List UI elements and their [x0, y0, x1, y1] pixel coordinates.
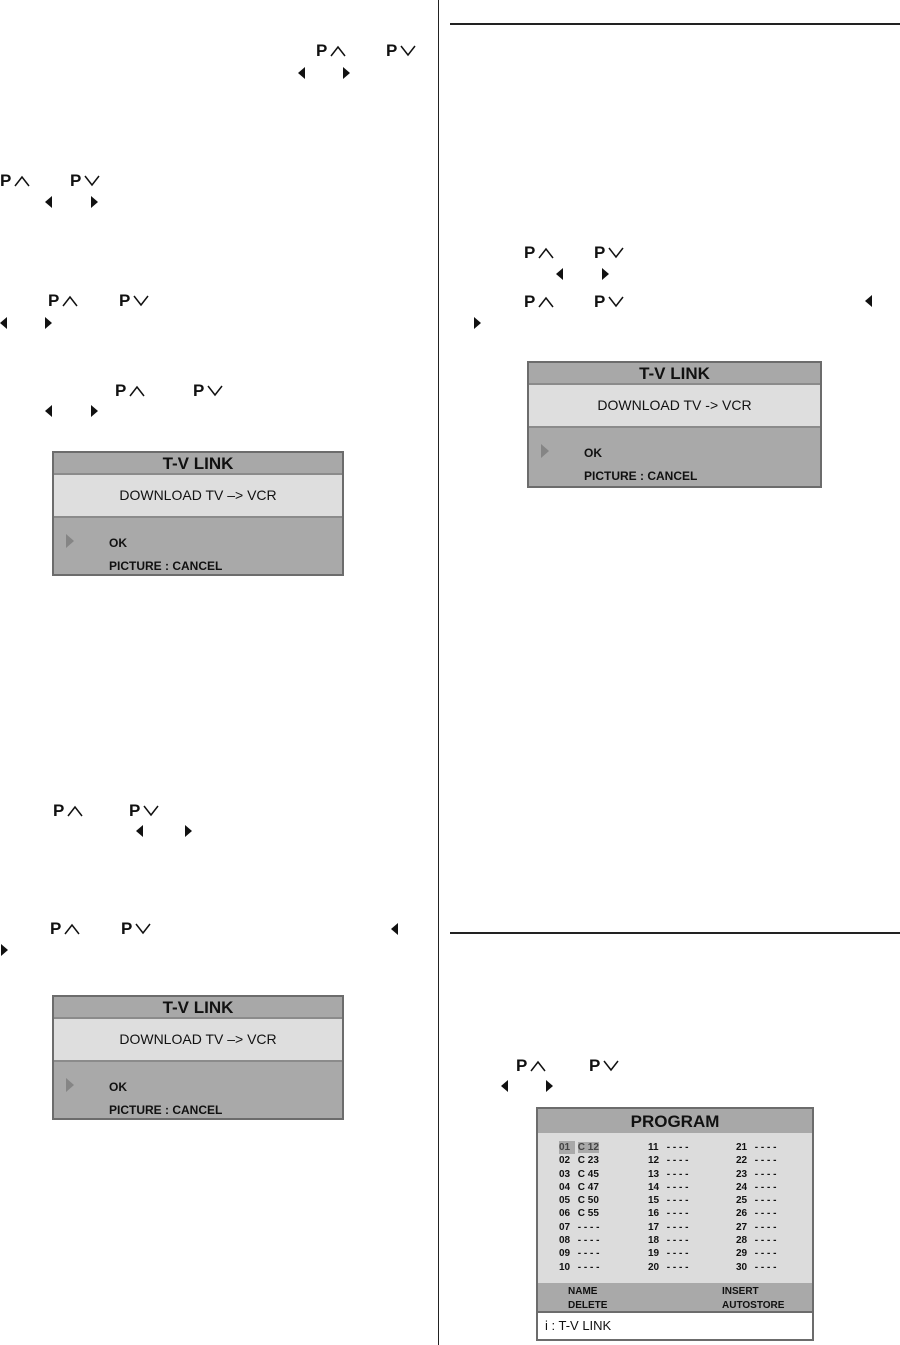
program-number: 18 [648, 1235, 660, 1247]
p-down-key-icon: P [193, 382, 223, 400]
program-name: - - - - [666, 1235, 689, 1247]
selection-arrow-icon [66, 1078, 74, 1092]
tvlink-dialog-title: T-V LINK [529, 363, 820, 383]
p-down-key-icon: P [594, 293, 624, 311]
program-number: 15 [648, 1195, 660, 1207]
program-row [559, 1154, 599, 1167]
program-grid [538, 1133, 812, 1283]
tvlink-dialog-2 [52, 995, 344, 1120]
program-number: 23 [736, 1168, 748, 1180]
program-number: 29 [736, 1248, 748, 1260]
program-row [648, 1168, 688, 1181]
program-row [736, 1234, 776, 1247]
program-number: 12 [648, 1155, 660, 1167]
p-down-key-icon: P [589, 1057, 619, 1075]
program-column-1 [559, 1141, 599, 1274]
program-row [648, 1141, 688, 1154]
program-name: - - - - [754, 1155, 777, 1167]
autostore-option: AUTOSTORE [722, 1300, 785, 1311]
tvlink-dialog-subtitle: DOWNLOAD TV –> VCR [54, 1017, 342, 1062]
program-menu-options [538, 1283, 812, 1313]
program-row [736, 1207, 776, 1220]
section-rule-bottom-right [450, 932, 900, 934]
left-arrow-icon [501, 1080, 508, 1092]
program-row [736, 1168, 776, 1181]
column-divider [438, 0, 439, 1345]
p-down-key-icon: P [70, 172, 100, 190]
tvlink-dialog-title: T-V LINK [54, 997, 342, 1017]
program-row [648, 1234, 688, 1247]
program-row [648, 1154, 688, 1167]
program-name: - - - - [754, 1208, 777, 1220]
right-arrow-icon [343, 67, 350, 79]
p-up-key-icon: P [48, 292, 78, 310]
ok-option: OK [584, 446, 602, 460]
tvlink-dialog-subtitle: DOWNLOAD TV -> VCR [529, 383, 820, 428]
program-column-3 [736, 1141, 776, 1274]
name-option: NAME [568, 1286, 598, 1297]
program-number: 27 [736, 1221, 748, 1233]
p-up-key-icon: P [316, 42, 346, 60]
left-arrow-icon [45, 196, 52, 208]
program-name: - - - - [754, 1181, 777, 1193]
cancel-option: PICTURE : CANCEL [109, 559, 223, 573]
program-name: - - - - [754, 1248, 777, 1260]
left-arrow-icon [556, 268, 563, 280]
right-arrow-icon [185, 825, 192, 837]
program-row [736, 1194, 776, 1207]
program-number: 20 [648, 1261, 660, 1273]
cancel-option: PICTURE : CANCEL [109, 1103, 223, 1117]
program-number: 05 [559, 1195, 571, 1207]
left-arrow-icon [0, 317, 7, 329]
insert-option: INSERT [722, 1286, 759, 1297]
program-row [559, 1221, 599, 1234]
right-arrow-icon [1, 944, 8, 956]
program-info-bar: i : T-V LINK [538, 1311, 812, 1339]
right-arrow-icon [546, 1080, 553, 1092]
program-name: - - - - [577, 1221, 600, 1233]
program-name: - - - - [666, 1142, 689, 1153]
right-arrow-icon [602, 268, 609, 280]
program-name: - - - - [577, 1235, 600, 1247]
right-arrow-icon [91, 196, 98, 208]
program-number: 04 [559, 1181, 571, 1193]
program-number: 09 [559, 1248, 571, 1260]
program-row [736, 1141, 776, 1154]
program-row [736, 1154, 776, 1167]
program-name: - - - - [666, 1168, 689, 1180]
program-number: 16 [648, 1208, 660, 1220]
program-number: 17 [648, 1221, 660, 1233]
p-up-key-icon: P [524, 293, 554, 311]
tvlink-dialog-title: T-V LINK [54, 453, 342, 473]
p-up-key-icon: P [115, 382, 145, 400]
program-row [559, 1247, 599, 1260]
program-row [559, 1194, 599, 1207]
program-number: 30 [736, 1261, 748, 1273]
program-number: 11 [648, 1142, 659, 1153]
program-name: C 23 [577, 1155, 599, 1167]
program-name: C 45 [577, 1168, 599, 1180]
program-number: 10 [559, 1261, 571, 1273]
tvlink-dialog-subtitle: DOWNLOAD TV –> VCR [54, 473, 342, 518]
program-row [559, 1207, 599, 1220]
selection-arrow-icon [541, 444, 549, 458]
program-number: 26 [736, 1208, 748, 1220]
left-arrow-icon [298, 67, 305, 79]
program-row [559, 1141, 599, 1154]
program-name: - - - - [666, 1261, 689, 1273]
p-down-key-icon: P [386, 42, 416, 60]
program-row [648, 1207, 688, 1220]
program-number: 03 [559, 1168, 571, 1180]
p-up-key-icon: P [524, 244, 554, 262]
left-arrow-icon [136, 825, 143, 837]
program-row [559, 1181, 599, 1194]
program-number: 28 [736, 1235, 748, 1247]
program-row [648, 1221, 688, 1234]
program-name: C 55 [577, 1208, 599, 1220]
program-name: C 50 [577, 1195, 599, 1207]
right-arrow-icon [474, 317, 481, 329]
program-name: - - - - [754, 1221, 777, 1233]
right-arrow-icon [91, 405, 98, 417]
program-name: - - - - [754, 1261, 777, 1273]
program-row [559, 1234, 599, 1247]
program-row [648, 1247, 688, 1260]
program-number: 06 [559, 1208, 571, 1220]
program-number: 25 [736, 1195, 748, 1207]
ok-option: OK [109, 536, 127, 550]
program-column-2 [648, 1141, 688, 1274]
program-row [736, 1247, 776, 1260]
program-number: 21 [736, 1142, 748, 1153]
delete-option: DELETE [568, 1300, 608, 1311]
p-up-key-icon: P [53, 802, 83, 820]
program-name: - - - - [754, 1235, 777, 1247]
program-menu [536, 1107, 814, 1341]
left-arrow-icon [391, 923, 398, 935]
p-down-key-icon: P [594, 244, 624, 262]
program-number: 01 [559, 1141, 575, 1154]
selection-arrow-icon [66, 534, 74, 548]
program-row [736, 1181, 776, 1194]
p-down-key-icon: P [119, 292, 149, 310]
program-number: 08 [559, 1235, 571, 1247]
tvlink-dialog-1 [52, 451, 344, 576]
right-arrow-icon [45, 317, 52, 329]
program-name: - - - - [666, 1181, 689, 1193]
program-number: 07 [559, 1221, 571, 1233]
p-up-key-icon: P [0, 172, 30, 190]
program-row [648, 1194, 688, 1207]
p-down-key-icon: P [121, 920, 151, 938]
program-number: 22 [736, 1155, 748, 1167]
program-row [559, 1168, 599, 1181]
program-name: - - - - [754, 1195, 777, 1207]
program-row [648, 1261, 688, 1274]
program-name: - - - - [666, 1208, 689, 1220]
program-number: 13 [648, 1168, 660, 1180]
left-arrow-icon [45, 405, 52, 417]
tvlink-dialog-3 [527, 361, 822, 488]
program-menu-title: PROGRAM [538, 1109, 812, 1133]
program-name: - - - - [577, 1261, 600, 1273]
program-name: - - - - [754, 1142, 777, 1153]
ok-option: OK [109, 1080, 127, 1094]
section-rule-top-right [450, 23, 900, 25]
program-name: - - - - [666, 1195, 689, 1207]
program-number: 19 [648, 1248, 660, 1260]
program-name: - - - - [666, 1248, 689, 1260]
cancel-option: PICTURE : CANCEL [584, 469, 698, 483]
program-row [736, 1261, 776, 1274]
program-row [736, 1221, 776, 1234]
program-row [648, 1181, 688, 1194]
program-name: - - - - [577, 1248, 600, 1260]
program-number: 14 [648, 1181, 660, 1193]
left-arrow-icon [865, 295, 872, 307]
program-name: C 47 [577, 1181, 599, 1193]
p-up-key-icon: P [50, 920, 80, 938]
program-name: - - - - [754, 1168, 777, 1180]
program-name: - - - - [666, 1221, 689, 1233]
p-down-key-icon: P [129, 802, 159, 820]
program-row [559, 1261, 599, 1274]
program-number: 02 [559, 1155, 571, 1167]
program-name: - - - - [666, 1155, 689, 1167]
program-number: 24 [736, 1181, 748, 1193]
program-name: C 12 [577, 1142, 599, 1153]
p-up-key-icon: P [516, 1057, 546, 1075]
